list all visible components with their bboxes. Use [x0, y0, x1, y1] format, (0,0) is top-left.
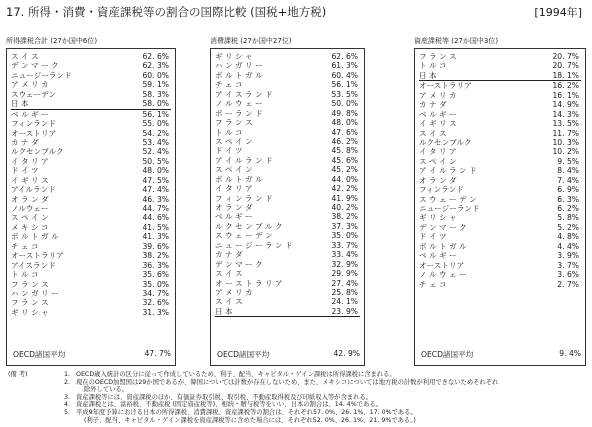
- share-value: 50. 0%: [331, 99, 358, 109]
- table-row: [11, 157, 171, 166]
- country-name: フ ィ ン ラ ン ド: [215, 193, 273, 203]
- share-value: 41. 9%: [331, 193, 358, 203]
- note-item: [6, 401, 590, 409]
- notes-list: [6, 371, 590, 424]
- share-value: 56. 1%: [331, 80, 358, 90]
- share-value: 38. 2%: [331, 212, 358, 222]
- country-name: オ ー ス ト ラ リ ア: [215, 278, 283, 288]
- share-value: 45. 8%: [331, 146, 358, 156]
- share-value: 11. 7%: [552, 128, 579, 138]
- country-name: ベ ル ギ ー: [419, 251, 457, 261]
- table-row: [11, 223, 171, 232]
- share-value: 53. 4%: [142, 137, 169, 147]
- country-name: 日 本: [419, 70, 437, 80]
- country-name: イ タ リ ア: [419, 147, 457, 157]
- table-row: [215, 212, 360, 221]
- table-row: [419, 232, 581, 241]
- ranking-rows: [11, 52, 171, 317]
- share-value: 42. 2%: [331, 184, 358, 194]
- country-name: ニ ュ ー ジ ー ラ ン ド: [215, 240, 293, 250]
- table-row: [215, 80, 360, 89]
- table-row: [11, 138, 171, 147]
- share-value: 38. 2%: [142, 251, 169, 261]
- table-row: [215, 118, 360, 127]
- note-text: 除外している。: [84, 386, 129, 394]
- country-name: オーストラリア: [419, 81, 472, 91]
- table-row: [11, 251, 171, 260]
- table-row: [11, 80, 171, 89]
- table-row: [419, 61, 581, 70]
- table-row: [11, 213, 171, 222]
- country-name: ポ ル ト ガ ル: [11, 232, 59, 242]
- share-value: 62. 6%: [142, 52, 169, 61]
- share-value: 8. 4%: [557, 166, 579, 176]
- notes-label: (備 考): [8, 371, 28, 378]
- share-value: 2. 7%: [557, 279, 579, 289]
- share-value: 6. 3%: [557, 194, 579, 204]
- table-row: [215, 297, 360, 306]
- share-value: 6. 2%: [557, 204, 579, 213]
- share-value: 3. 7%: [557, 260, 579, 270]
- table-row: [11, 298, 171, 307]
- country-name: オーストリア: [419, 260, 465, 270]
- country-name: オ ラ ン ダ: [215, 203, 253, 212]
- share-value: 50. 5%: [142, 156, 169, 166]
- table-row: [215, 241, 360, 250]
- table-row: [215, 231, 360, 240]
- country-name: フィンランド: [11, 119, 56, 129]
- share-value: 4. 8%: [557, 232, 579, 242]
- country-name: オ ラ ン ダ: [419, 175, 457, 185]
- table-row: [419, 81, 581, 90]
- ranking-table: [414, 48, 586, 366]
- table-row: [419, 91, 581, 100]
- country-name: イ ギ リ ス: [419, 119, 457, 129]
- table-row: [11, 110, 171, 119]
- share-value: 25. 8%: [331, 287, 358, 297]
- table-row: [11, 99, 171, 109]
- country-name: ギ リ シ ャ: [11, 307, 49, 317]
- table-row: [215, 137, 360, 146]
- country-name: ポ ー ラ ン ド: [215, 108, 263, 118]
- table-row: [419, 251, 581, 260]
- country-name: デ ン マ ー ク: [11, 61, 59, 71]
- table-row: [419, 176, 581, 185]
- share-value: 20. 7%: [552, 52, 579, 61]
- country-name: ド イ ツ: [215, 146, 243, 156]
- table-row: [11, 195, 171, 204]
- share-value: 37. 3%: [331, 221, 358, 231]
- ranking-rows: [215, 52, 360, 317]
- share-value: 47. 5%: [142, 175, 169, 185]
- country-name: ベ ル ギ ー: [419, 109, 457, 119]
- oecd-average-row: [217, 349, 362, 360]
- share-value: 60. 4%: [331, 70, 358, 80]
- country-name: イ ギ リ ス: [11, 175, 49, 185]
- share-value: 44. 7%: [142, 204, 169, 213]
- share-value: 4. 4%: [557, 241, 579, 251]
- table-row: [215, 279, 360, 288]
- country-name: ス ペ イ ン: [215, 165, 253, 175]
- table-row: [215, 52, 360, 61]
- country-name: ル ク セ ン ブ ル ク: [215, 221, 283, 231]
- country-name: チ ェ コ: [215, 80, 243, 90]
- year-label: [1994年]: [534, 6, 582, 19]
- share-value: 46. 3%: [142, 194, 169, 204]
- share-value: 52. 4%: [142, 147, 169, 157]
- table-row: [11, 185, 171, 194]
- share-value: 9. 5%: [557, 156, 579, 166]
- country-name: ス ペ イ ン: [215, 136, 253, 146]
- country-name: フ ラ ン ス: [419, 52, 457, 61]
- country-name: ス イ ス: [215, 269, 243, 279]
- country-name: ギ リ シ ャ: [215, 52, 253, 61]
- share-value: 49. 8%: [331, 108, 358, 118]
- country-name: ス ペ イ ン: [11, 213, 49, 223]
- table-row: [215, 184, 360, 193]
- share-value: 16. 2%: [552, 81, 579, 91]
- ranking-table: [210, 48, 365, 366]
- share-value: 35. 6%: [142, 270, 169, 280]
- share-value: 48. 0%: [331, 118, 358, 128]
- country-name: ス ウ ェ ー デ ン: [215, 231, 273, 241]
- share-value: 58. 3%: [142, 89, 169, 99]
- share-value: 44. 6%: [142, 213, 169, 223]
- country-name: ス イ ス: [215, 297, 243, 307]
- share-value: 6. 9%: [557, 185, 579, 195]
- share-value: 27. 4%: [331, 278, 358, 288]
- country-name: チ ェ コ: [11, 241, 39, 251]
- share-value: 3. 6%: [557, 270, 579, 280]
- note-continuation: [6, 417, 590, 425]
- country-name: フ ラ ン ス: [215, 118, 253, 128]
- table-row: [11, 71, 171, 80]
- country-name: アイルランド: [11, 185, 56, 195]
- share-value: 33. 7%: [331, 240, 358, 250]
- country-name: ルクセンブルク: [419, 137, 472, 147]
- average-label: OECD諸国平均: [421, 350, 474, 359]
- country-name: カ ナ ダ: [11, 137, 39, 147]
- note-item: [6, 371, 590, 379]
- country-name: ス ペ イ ン: [419, 156, 457, 166]
- share-value: 23. 9%: [331, 306, 358, 316]
- table-row: [11, 242, 171, 251]
- share-value: 32. 9%: [331, 259, 358, 269]
- table-row: [215, 307, 360, 317]
- table-row: [215, 71, 360, 80]
- table-row: [419, 261, 581, 270]
- table-row: [11, 61, 171, 70]
- share-value: 54. 2%: [142, 128, 169, 138]
- table-row: [215, 99, 360, 108]
- country-name: 日 本: [215, 306, 233, 316]
- panel-header: 所得課税合計 (27か国中6位): [6, 37, 98, 45]
- country-name: ニュージーランド: [419, 204, 480, 213]
- table-row: [215, 288, 360, 297]
- country-name: ア イ ル ラ ン ド: [419, 166, 477, 176]
- country-name: メ キ シ コ: [11, 222, 49, 232]
- country-name: オ ラ ン ダ: [11, 194, 49, 204]
- table-row: [419, 270, 581, 279]
- country-name: ア イ ル ラ ン ド: [215, 155, 273, 165]
- share-value: 39. 6%: [142, 241, 169, 251]
- share-value: 61. 3%: [331, 61, 358, 71]
- note-text: 平成9年度予算における日本の所得課税、消費課税、資産課税等の割合は、それぞれ57. 0%、26. 1%、17. 0%である。: [76, 408, 417, 416]
- share-value: 24. 1%: [331, 297, 358, 307]
- table-row: [419, 223, 581, 232]
- table-row: [419, 157, 581, 166]
- note-text: OECD歳入統計の区分に従って作成しているため、利子、配当、キャピタル・ゲイン課税は所得課税に含まれる。: [76, 371, 396, 378]
- country-name: アイスランド: [11, 260, 56, 270]
- share-value: 41. 3%: [142, 232, 169, 242]
- note-text: 資産課税等には、資産課税のほか、有価証券取引税、取引税、不動産取得税及び印紙収入等が含まれる。: [76, 393, 372, 401]
- country-name: イ タ リ ア: [215, 184, 253, 194]
- country-name: ハ ン ガ リ ー: [11, 288, 59, 298]
- country-name: フ ラ ン ス: [11, 298, 49, 308]
- note-continuation: [6, 386, 590, 394]
- table-row: [419, 52, 581, 61]
- table-row: [215, 90, 360, 99]
- share-value: 34. 7%: [142, 288, 169, 298]
- country-name: ア メ リ カ: [11, 80, 49, 90]
- note-item: [6, 409, 590, 417]
- table-row: [215, 250, 360, 259]
- note-text: (利子、配当、キャピタル・ゲイン課税を資産課税等に含めた場合には、それぞれ52. 0%、26. 1%、21. 9%である。): [84, 416, 416, 424]
- share-value: 5. 8%: [557, 213, 579, 223]
- title-text: 17. 所得・消費・資産課税等の割合の国際比較 (国税+地方税): [6, 5, 327, 19]
- country-name: 日 本: [11, 99, 29, 109]
- country-name: ノ ル ウ ェ ー: [215, 99, 263, 109]
- table-row: [11, 308, 171, 317]
- share-value: 40. 2%: [331, 203, 358, 212]
- table-row: [11, 261, 171, 270]
- average-label: OECD諸国平均: [13, 350, 66, 359]
- average-value: 9. 4%: [559, 349, 581, 358]
- note-number: 1.: [64, 371, 71, 378]
- ranking-rows: [419, 52, 581, 289]
- table-row: [11, 52, 171, 61]
- ranking-table: [6, 48, 176, 366]
- country-name: ド イ ツ: [419, 232, 447, 242]
- table-row: [419, 110, 581, 119]
- table-row: [419, 166, 581, 175]
- note-number: 5.: [64, 408, 71, 416]
- note-number: 4.: [64, 401, 71, 409]
- country-name: フィンランド: [419, 185, 464, 195]
- country-name: ベ ル ギ ー: [11, 109, 49, 119]
- share-value: 5. 2%: [557, 222, 579, 232]
- country-name: デ ン マ ー ク: [419, 222, 467, 232]
- share-value: 20. 7%: [552, 61, 579, 71]
- country-name: ト ル コ: [419, 61, 447, 71]
- share-value: 36. 3%: [142, 260, 169, 270]
- panel-consumption-tax: [210, 36, 365, 368]
- table-row: [11, 280, 171, 289]
- oecd-average-row: [13, 349, 173, 360]
- country-name: カ ナ ダ: [215, 250, 243, 260]
- table-row: [11, 232, 171, 241]
- country-name: スウェーデン: [11, 89, 57, 99]
- share-value: 53. 5%: [331, 89, 358, 99]
- country-name: オーストラリア: [11, 251, 64, 261]
- table-row: [215, 146, 360, 155]
- panel-asset-tax: [414, 36, 586, 368]
- table-row: [419, 138, 581, 147]
- share-value: 45. 6%: [331, 155, 358, 165]
- share-value: 58. 0%: [142, 99, 169, 109]
- share-value: 14. 9%: [552, 100, 579, 110]
- table-row: [215, 109, 360, 118]
- country-name: ド イ ツ: [11, 166, 39, 176]
- share-value: 44. 0%: [331, 174, 358, 184]
- share-value: 10. 3%: [552, 137, 579, 147]
- share-value: 13. 5%: [552, 119, 579, 129]
- country-name: ハ ン ガ リ ー: [215, 61, 263, 71]
- table-row: [11, 129, 171, 138]
- table-row: [11, 176, 171, 185]
- table-row: [11, 204, 171, 213]
- country-name: ス イ ス: [419, 128, 447, 138]
- note-text: 資産課税とは、富裕税、不動産税 (固定資産税等)、相続・贈与税等をいい、日本の割合は、14. 4%である。: [76, 401, 382, 409]
- table-row: [11, 270, 171, 279]
- table-row: [11, 166, 171, 175]
- share-value: 46. 2%: [331, 136, 358, 146]
- average-value: 47. 7%: [144, 349, 171, 358]
- table-row: [419, 204, 581, 213]
- share-value: 35. 0%: [331, 231, 358, 241]
- share-value: 48. 0%: [142, 166, 169, 176]
- country-name: ス ウ ェ ー デ ン: [419, 194, 477, 204]
- share-value: 33. 4%: [331, 250, 358, 260]
- page-title: [6, 4, 586, 20]
- country-name: ノ ル ウ ェ ー: [419, 270, 467, 280]
- notes-section: [6, 371, 590, 424]
- note-item: [6, 379, 590, 387]
- panel-header: 消費課税 (27か国中27位): [210, 37, 292, 45]
- country-name: ポ ル ト ガ ル: [215, 174, 263, 184]
- share-value: 14. 3%: [552, 109, 579, 119]
- panel-header: 資産課税等 (27か国中3位): [414, 37, 499, 45]
- share-value: 55. 0%: [142, 119, 169, 129]
- panel-income-tax: [6, 36, 176, 368]
- share-value: 32. 6%: [142, 298, 169, 308]
- country-name: オーストリア: [11, 128, 57, 138]
- table-row: [215, 194, 360, 203]
- country-name: イ タ リ ア: [11, 156, 49, 166]
- table-row: [419, 71, 581, 81]
- share-value: 18. 1%: [552, 70, 579, 80]
- share-value: 7. 4%: [557, 175, 579, 185]
- country-name: ト ル コ: [11, 270, 39, 280]
- country-name: ノルウェー: [11, 204, 49, 213]
- share-value: 3. 9%: [557, 251, 579, 261]
- share-value: 10. 2%: [552, 147, 579, 157]
- country-name: ベ ル ギ ー: [215, 212, 253, 222]
- share-value: 31. 3%: [142, 307, 169, 317]
- table-row: [215, 61, 360, 70]
- table-row: [215, 203, 360, 212]
- country-name: ス イ ス: [11, 52, 39, 61]
- country-name: ア メ リ カ: [215, 287, 253, 297]
- table-row: [215, 165, 360, 174]
- table-row: [419, 119, 581, 128]
- country-name: ア イ ス ラ ン ド: [215, 89, 273, 99]
- table-row: [11, 289, 171, 298]
- country-name: ポ ル ト ガ ル: [419, 241, 467, 251]
- table-row: [419, 213, 581, 222]
- country-name: ア メ リ カ: [419, 90, 457, 100]
- share-value: 45. 2%: [331, 165, 358, 175]
- table-row: [419, 280, 581, 289]
- country-name: ギ リ シ ャ: [419, 213, 457, 223]
- note-number: 3.: [64, 393, 71, 401]
- share-value: 29. 9%: [331, 269, 358, 279]
- table-row: [215, 128, 360, 137]
- share-value: 62. 6%: [331, 52, 358, 61]
- country-name: フ ラ ン ス: [11, 279, 49, 289]
- note-number: 2.: [64, 378, 71, 386]
- table-row: [419, 100, 581, 109]
- average-label: OECD諸国平均: [217, 350, 270, 359]
- table-row: [419, 129, 581, 138]
- share-value: 59. 1%: [142, 80, 169, 90]
- country-name: ト ル コ: [215, 127, 243, 137]
- table-row: [419, 147, 581, 156]
- table-row: [215, 222, 360, 231]
- share-value: 16. 1%: [552, 90, 579, 100]
- table-row: [215, 269, 360, 278]
- oecd-average-row: [421, 349, 583, 360]
- table-row: [419, 195, 581, 204]
- note-text: 現在のOECD加盟国は29か国であるが、韓国については計数が存在しないため、また、メキシコについては地方税の計数が利用できないためそれぞれ: [76, 378, 499, 386]
- country-name: デ ン マ ー ク: [215, 259, 263, 269]
- share-value: 35. 0%: [142, 279, 169, 289]
- table-row: [11, 90, 171, 99]
- table-row: [215, 260, 360, 269]
- share-value: 41. 5%: [142, 222, 169, 232]
- table-row: [215, 156, 360, 165]
- share-value: 60. 0%: [142, 70, 169, 80]
- share-value: 47. 6%: [331, 127, 358, 137]
- table-row: [419, 185, 581, 194]
- country-name: チ ェ コ: [419, 279, 447, 289]
- share-value: 62. 3%: [142, 61, 169, 71]
- table-row: [215, 175, 360, 184]
- table-row: [11, 119, 171, 128]
- country-name: ポ ル ト ガ ル: [215, 70, 263, 80]
- share-value: 56. 1%: [142, 109, 169, 119]
- table-row: [11, 147, 171, 156]
- share-value: 47. 4%: [142, 185, 169, 195]
- country-name: ニュージーランド: [11, 70, 72, 80]
- country-name: ルクセンブルク: [11, 147, 64, 157]
- table-row: [419, 242, 581, 251]
- average-value: 42. 9%: [333, 349, 360, 358]
- country-name: カ ナ ダ: [419, 100, 447, 110]
